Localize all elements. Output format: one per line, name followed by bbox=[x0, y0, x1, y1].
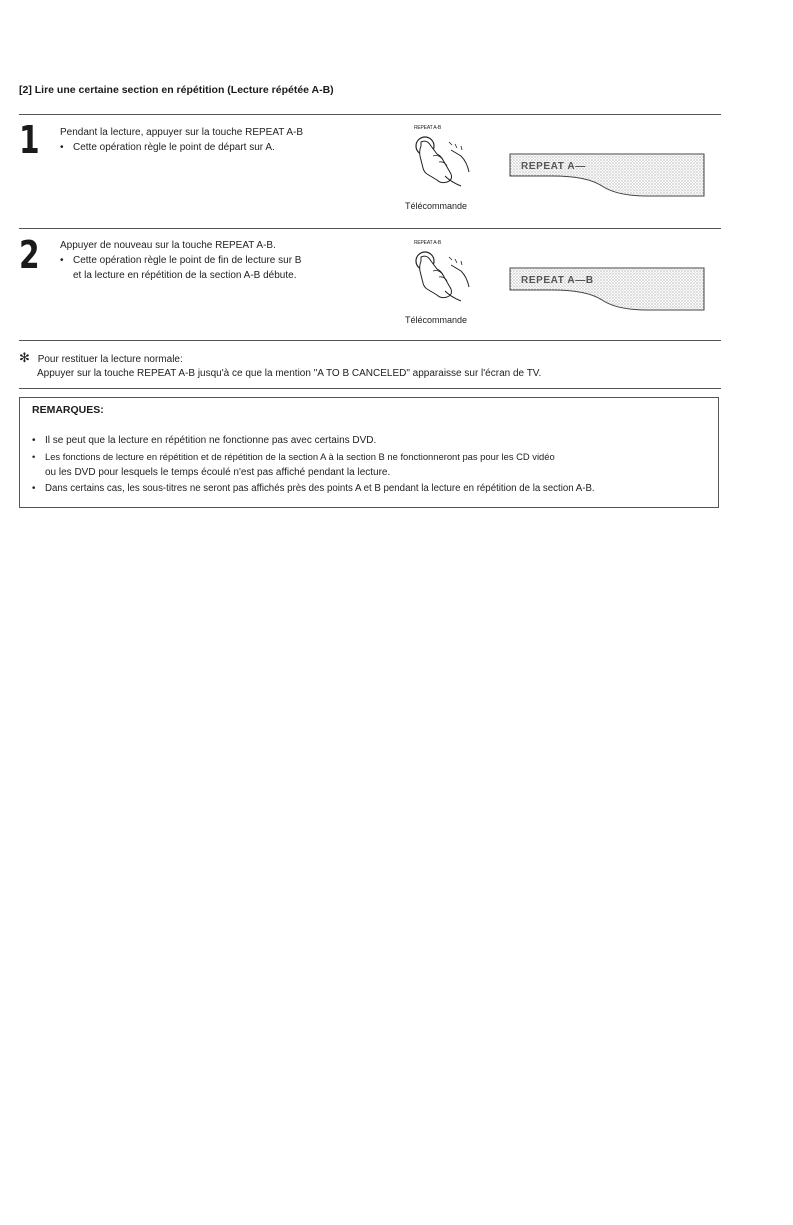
note-line: Appuyer sur la touche REPEAT A-B jusqu'à ce que la mention "A TO B CANCELED" apparaisse sur l'écran de TV. bbox=[37, 368, 542, 379]
bullet-icon: • bbox=[60, 142, 64, 153]
divider bbox=[19, 228, 721, 229]
remark-text: Dans certains cas, les sous-titres ne seront pas affichés près des points A et B pendant la lecture en répétition de la section A-B. bbox=[45, 483, 595, 494]
bullet-icon: • bbox=[60, 255, 64, 266]
step-number: 2 bbox=[19, 233, 40, 277]
divider bbox=[19, 114, 721, 115]
restore-note bbox=[19, 350, 183, 367]
bullet-icon: • bbox=[32, 435, 36, 446]
bullet-icon: • bbox=[32, 483, 36, 494]
hand-pressing-button-icon bbox=[405, 247, 485, 317]
bullet-continuation: et la lecture en répétition de la section A-B débute. bbox=[73, 270, 297, 281]
note-line: Pour restituer la lecture normale: bbox=[37, 354, 183, 365]
display-readout: REPEAT A— bbox=[521, 161, 586, 172]
step-instruction: Appuyer de nouveau sur la touche REPEAT A-B. bbox=[60, 240, 276, 251]
remark-text: Il se peut que la lecture en répétition ne fonctionne pas avec certains DVD. bbox=[45, 435, 377, 446]
remark-item bbox=[32, 481, 595, 496]
hand-pressing-button-icon bbox=[405, 132, 485, 202]
bullet-icon: • bbox=[32, 451, 36, 462]
remark-text: Les fonctions de lecture en répétition et de répétition de la section A à la section B ne fonctionneront pas pour les CD vidéo bbox=[45, 451, 555, 462]
remote-button-label: REPEAT A-B bbox=[414, 240, 441, 246]
remark-item bbox=[32, 433, 376, 448]
remote-button-label: REPEAT A-B bbox=[414, 125, 441, 131]
remark-item bbox=[32, 449, 555, 464]
remarks-title: REMARQUES: bbox=[32, 404, 104, 416]
step-number: 1 bbox=[19, 118, 40, 162]
display-readout: REPEAT A—B bbox=[521, 275, 594, 286]
step-bullet bbox=[60, 140, 275, 155]
remote-caption: Télécommande bbox=[405, 315, 468, 325]
display-panel bbox=[507, 264, 707, 314]
step-instruction: Pendant la lecture, appuyer sur la touche REPEAT A-B bbox=[60, 127, 304, 138]
step-bullet bbox=[60, 253, 301, 268]
remark-continuation: ou les DVD pour lesquels le temps écoulé n'est pas affiché pendant la lecture. bbox=[45, 467, 391, 478]
section-heading: [2] Lire une certaine section en répétition (Lecture répétée A-B) bbox=[19, 84, 334, 96]
display-panel bbox=[507, 150, 707, 200]
divider bbox=[19, 388, 721, 389]
bullet-text: Cette opération règle le point de départ sur A. bbox=[73, 142, 275, 153]
divider bbox=[19, 340, 721, 341]
asterisk-icon: ✻ bbox=[19, 350, 30, 365]
remote-caption: Télécommande bbox=[405, 201, 468, 211]
bullet-text: Cette opération règle le point de fin de lecture sur B bbox=[73, 255, 302, 266]
